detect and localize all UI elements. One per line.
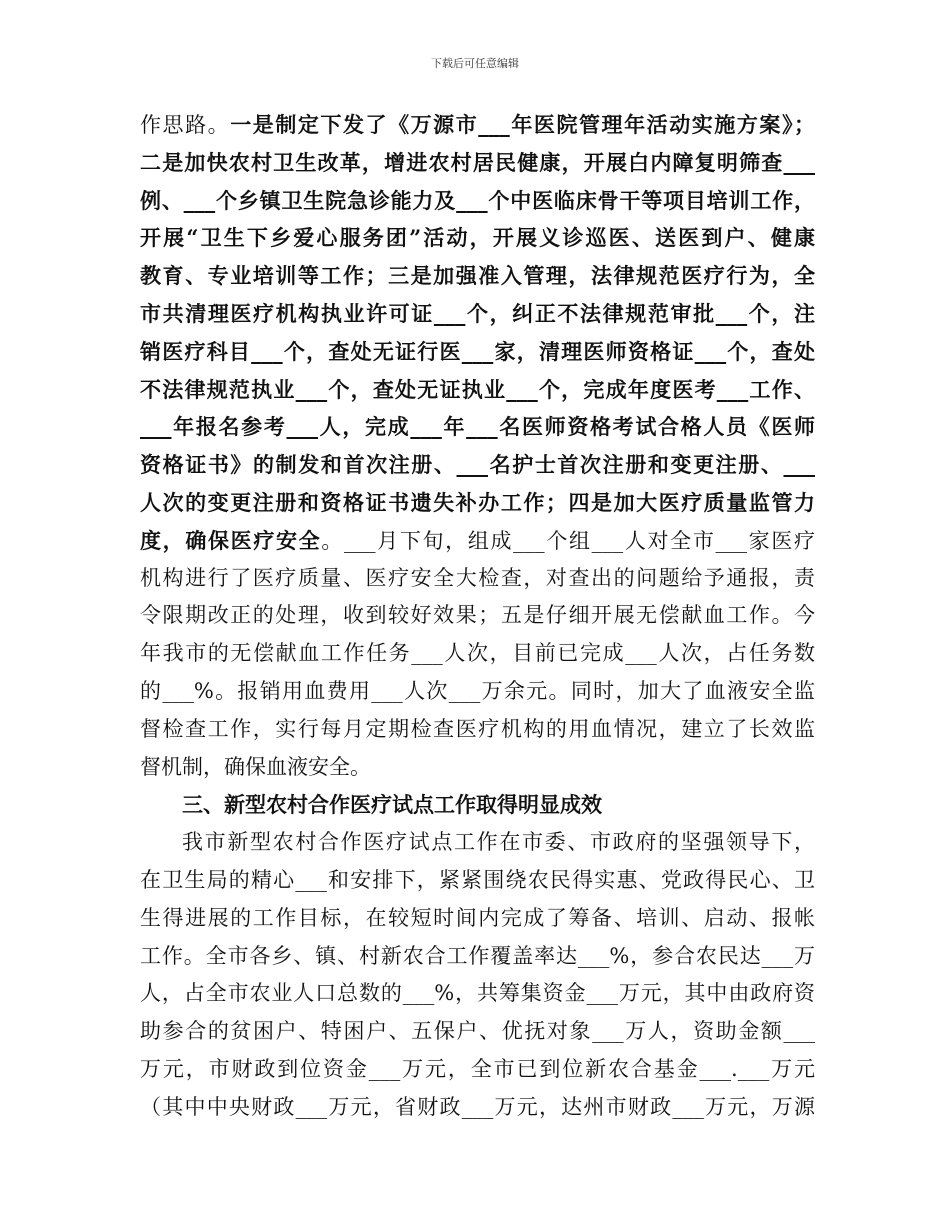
text-line: 的___%。报销用血费用___人次___万余元。同时，加大了血液安全监: [140, 678, 815, 703]
text-line: 开展“卫生下乡爱心服务团”活动，开展义诊巡医、送医到户、健康: [140, 225, 815, 251]
text-line: 例、___个乡镇卫生院急诊能力及___个中医临床骨干等项目培训工作，: [140, 187, 815, 213]
page-header: 下载后可任意编辑: [431, 57, 519, 70]
text-line: 销医疗科目___个，查处无证行医___家，清理医师资格证___个，查处: [140, 338, 815, 364]
text-line: 人次的变更注册和资格证书遗失补办工作；四是加大医疗质量监管力: [140, 489, 815, 515]
document-body: [140, 106, 815, 1127]
text-line: 助参合的贫困户、特困户、五保户、优抚对象___万人，资助金额___: [140, 1019, 815, 1044]
text-line: 我市新型农村合作医疗试点工作在市委、市政府的坚强领导下，: [182, 830, 815, 855]
section-3-paragraph: [140, 824, 815, 1126]
text-line: 令限期改正的处理，收到较好效果；五是仔细开展无偿献血工作。今: [140, 603, 815, 628]
text-line: 不法律规范执业___个，查处无证执业___个，完成年度医考___工作、: [140, 376, 815, 402]
section-2-paragraph: [140, 106, 815, 786]
text-line: 机构进行了医疗质量、医疗安全大检查，对查出的问题给予通报，责: [140, 565, 815, 590]
text-line: 万元，市财政到位资金___万元，全市已到位新农合基金___.___万元: [140, 1056, 815, 1081]
text-line: 资格证书》的制发和首次注册、___名护士首次注册和变更注册、___: [140, 452, 815, 478]
text-line: 人，占全市农业人口总数的___%，共筹集资金___万元，其中由政府资: [140, 981, 815, 1006]
text-line: 生得进展的工作目标，在较短时间内完成了筹备、培训、启动、报帐: [140, 905, 815, 930]
text-line: 市共清理医疗机构执业许可证___个，纠正不法律规范审批___个，注: [140, 300, 815, 326]
text-line: 督机制，确保血液安全。: [140, 754, 371, 779]
text-line: 督检查工作，实行每月定期检查医疗机构的用血情况，建立了长效监: [140, 716, 815, 741]
text-line: 作思路。一是制定下发了《万源市___年医院管理年活动实施方案》；: [140, 112, 816, 137]
text-line: ___年报名参考___人，完成___年___名医师资格考试合格人员《医师: [140, 414, 815, 440]
section-3-heading: 三、新型农村合作医疗试点工作取得明显成效: [182, 792, 602, 818]
text-line: 二是加快农村卫生改革，增进农村居民健康，开展白内障复明筛查___: [140, 149, 815, 175]
text-line: 教育、专业培训等工作；三是加强准入管理，法律规范医疗行为，全: [140, 263, 815, 289]
text-line: （其中中央财政___万元，省财政___万元，达州市财政___万元，万源: [140, 1094, 815, 1119]
text-line: 年我市的无偿献血工作任务___人次，目前已完成___人次，占任务数: [140, 641, 815, 666]
text-line: 在卫生局的精心___和安排下，紧紧围绕农民得实惠、党政得民心、卫: [140, 867, 815, 892]
text-line: 度，确保医疗安全。___月下旬，组成___个组___人对全市___家医疗: [140, 527, 816, 553]
text-line: 工作。全市各乡、镇、村新农合工作覆盖率达___%，参合农民达___万: [140, 943, 815, 968]
